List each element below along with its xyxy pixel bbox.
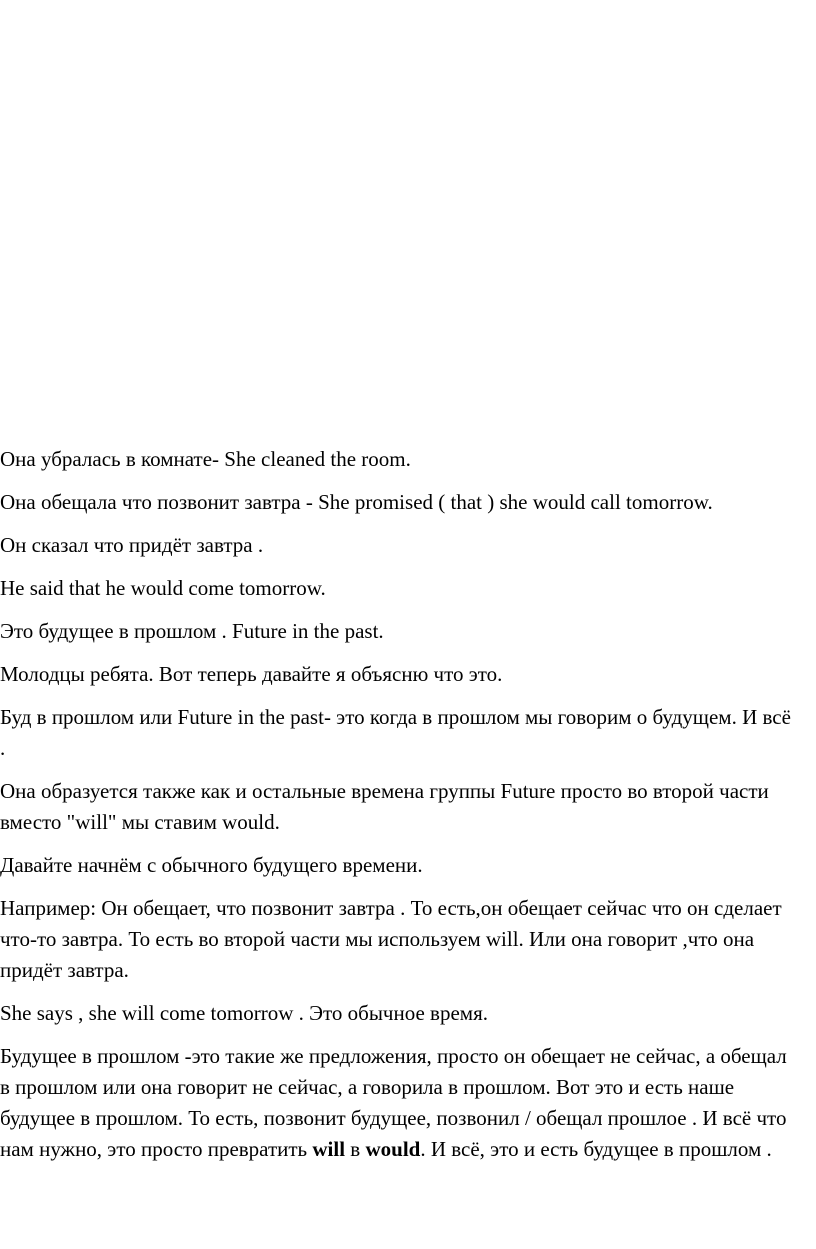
paragraph-3: Он сказал что придёт завтра . — [0, 533, 264, 557]
paragraph-11: She says , she will come tomorrow . Это обычное время. — [0, 1001, 488, 1025]
paragraph-1: Она убралась в комнате- She cleaned the room. — [0, 447, 411, 471]
paragraph-2: Она обещала что позвонит завтра - She promised ( that ) she would call tomorrow. — [0, 490, 713, 514]
last-paragraph-text-1: Будущее в прошлом -это такие же предложения, просто он обещает не сейчас, а обещал в прошлом или она говорит не сейчас, а говорила в прошлом. Вот это и есть наше будущее в прошлом. То есть, позвонит будущее, позвонил / обещал прошлое . И всё что нам нужно, это просто превратить — [0, 1044, 787, 1161]
last-paragraph-text-2: в — [345, 1137, 366, 1161]
paragraph-9: Давайте начнём с обычного будущего времени. — [0, 853, 423, 877]
paragraph-8: Она образуется также как и остальные времена группы Future просто во второй части вместо "will" мы ставим would. — [0, 779, 769, 834]
last-paragraph-text-3: . И всё, это и есть будущее в прошлом . — [420, 1137, 772, 1161]
keyword-would: would — [365, 1137, 421, 1161]
paragraph-10: Например: Он обещает, что позвонит завтра . То есть,он обещает сейчас что он сделает что-то завтра. То есть во второй части мы используем will. Или она говорит ,что она придёт завтра. — [0, 896, 782, 982]
paragraph-6: Молодцы ребята. Вот теперь давайте я объясню что это. — [0, 662, 503, 686]
paragraph-7: Буд в прошлом или Future in the past- это когда в прошлом мы говорим о будущем. И всё . — [0, 705, 791, 760]
paragraph-5: Это будущее в прошлом . Future in the past. — [0, 619, 384, 643]
paragraph-4: He said that he would come tomorrow. — [0, 576, 326, 600]
keyword-will: will — [312, 1137, 346, 1161]
paragraph-12 — [0, 1041, 800, 1165]
document-body — [0, 444, 800, 1177]
